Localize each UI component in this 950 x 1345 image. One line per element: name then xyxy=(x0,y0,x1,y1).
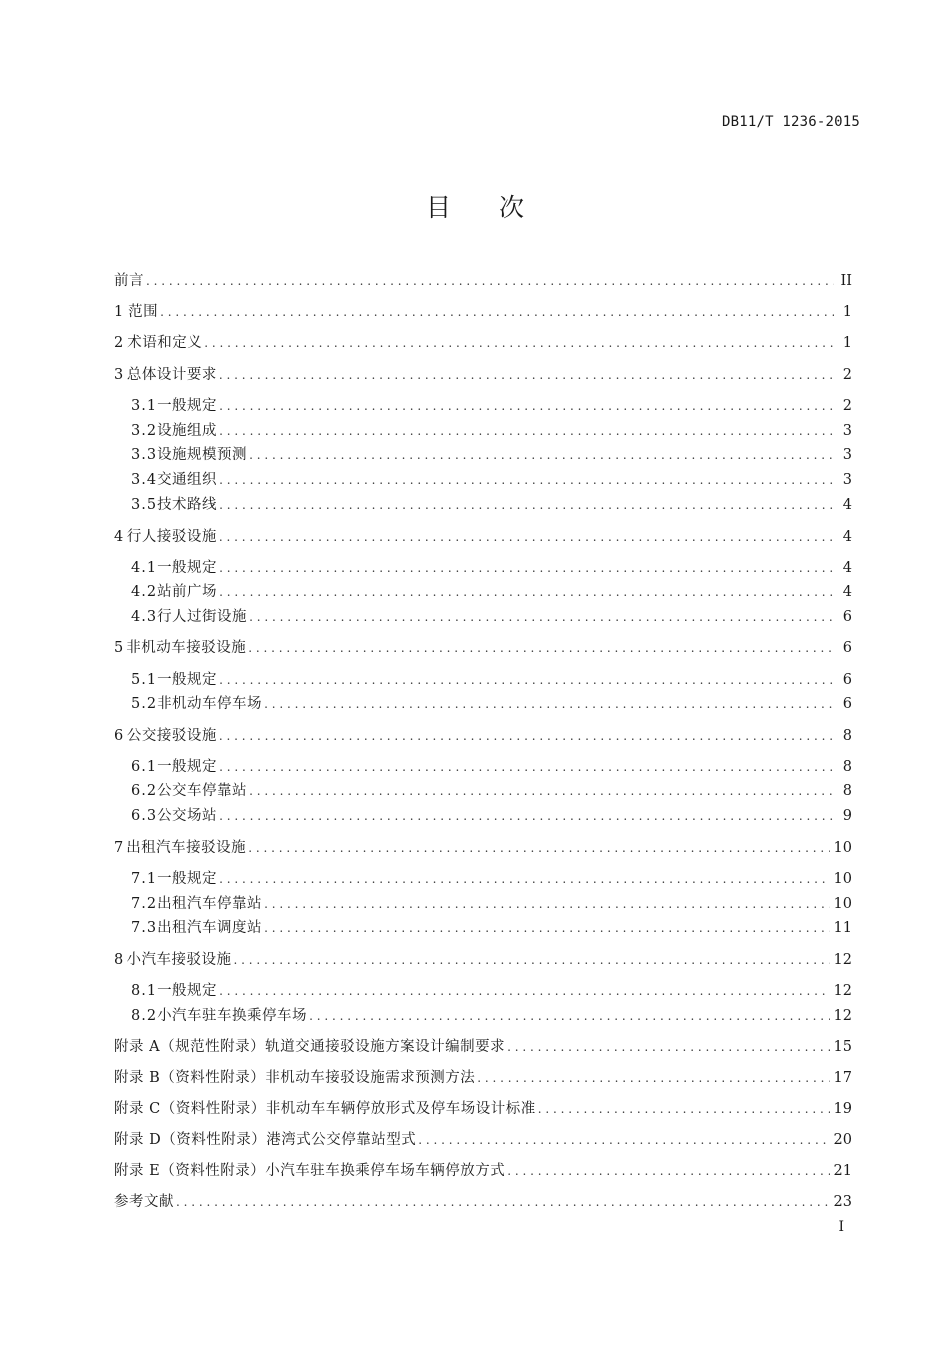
toc-leader-dots xyxy=(219,469,834,491)
toc-entry-title: 一般规定 xyxy=(157,672,218,688)
toc-entry-page: 6 xyxy=(842,640,852,656)
toc-entry[interactable] xyxy=(131,444,852,466)
toc-entry-page: 4 xyxy=(842,584,852,600)
toc-entry[interactable] xyxy=(114,837,852,859)
toc-entry-title: 公交场站 xyxy=(157,808,218,824)
toc-entry-page: 11 xyxy=(833,920,852,936)
toc-entry-title: 设施组成 xyxy=(157,423,218,439)
toc-entry-number: 8.2 xyxy=(131,1008,158,1024)
toc-entry-title: 小汽车接驳设施 xyxy=(126,952,232,968)
toc-entry-page: 8 xyxy=(842,783,852,799)
toc-entry-number: 8.1 xyxy=(131,983,158,999)
toc-entry[interactable] xyxy=(131,805,852,827)
toc-entry[interactable] xyxy=(114,332,852,354)
page-number: I xyxy=(838,1219,844,1235)
toc-entry-title: 站前广场 xyxy=(157,584,218,600)
toc-leader-dots xyxy=(219,669,834,691)
toc-entry-title: 一般规定 xyxy=(157,759,218,775)
toc-entry-title: 一般规定 xyxy=(157,983,218,999)
toc-leader-dots xyxy=(160,301,834,323)
toc-leader-dots xyxy=(219,557,834,579)
toc-leader-dots xyxy=(219,395,834,417)
toc-leader-dots xyxy=(219,494,834,516)
toc-entry-number: 7 xyxy=(114,840,124,856)
toc-entry-title: 非机动车车辆停放形式及停车场设计标准 xyxy=(265,1101,536,1117)
toc-leader-dots xyxy=(264,893,829,915)
toc-entry[interactable] xyxy=(131,893,852,915)
toc-entry-number: 7.3 xyxy=(131,920,158,936)
toc-entry[interactable] xyxy=(131,469,852,491)
toc-leader-dots xyxy=(219,805,834,827)
toc-leader-dots xyxy=(248,637,834,659)
toc-entry-title: 轨道交通接驳设施方案设计编制要求 xyxy=(265,1039,506,1055)
toc-entry-page: 8 xyxy=(842,759,852,775)
toc-entry[interactable] xyxy=(131,980,852,1002)
toc-entry-number: 7.1 xyxy=(131,871,158,887)
toc-entry[interactable] xyxy=(131,693,852,715)
toc-entry-page: 20 xyxy=(833,1132,852,1148)
toc-entry[interactable] xyxy=(114,1036,852,1058)
toc-entry-title: 技术路线 xyxy=(157,497,218,513)
toc-entry-page: 17 xyxy=(833,1070,852,1086)
toc-entry-page: 6 xyxy=(842,609,852,625)
toc-entry[interactable] xyxy=(131,557,852,579)
toc-entry-number: 3.1 xyxy=(131,398,158,414)
toc-leader-dots xyxy=(507,1036,829,1058)
toc-entry-page: II xyxy=(840,273,852,289)
toc-entry-page: 12 xyxy=(833,952,852,968)
toc-leader-dots xyxy=(219,756,834,778)
toc-entry-title: 小汽车驻车换乘停车场 xyxy=(157,1008,308,1024)
toc-entry[interactable] xyxy=(114,1067,852,1089)
document-code: DB11/T 1236-2015 xyxy=(721,114,860,130)
toc-entry[interactable] xyxy=(131,606,852,628)
toc-entry-number: 5 xyxy=(114,640,124,656)
toc-entry[interactable] xyxy=(114,1160,852,1182)
toc-leader-dots xyxy=(204,332,834,354)
toc-entry-number: 7.2 xyxy=(131,896,158,912)
toc-leader-dots xyxy=(477,1067,829,1089)
toc-leader-dots xyxy=(219,725,834,747)
toc-leader-dots xyxy=(264,693,834,715)
toc-entry-title: 小汽车驻车换乘停车场车辆停放方式 xyxy=(265,1163,506,1179)
title-char-2: 次 xyxy=(499,193,525,222)
toc-leader-dots xyxy=(176,1191,830,1213)
toc-entry-title: 出租汽车调度站 xyxy=(157,920,263,936)
toc-entry[interactable] xyxy=(131,917,852,939)
toc-entry-number: 5.2 xyxy=(131,696,158,712)
toc-entry[interactable] xyxy=(114,637,852,659)
toc-entry-title: 港湾式公交停靠站型式 xyxy=(266,1132,417,1148)
toc-entry-title: 非机动车接驳设施需求预测方法 xyxy=(265,1070,476,1086)
toc-entry-number: 3.3 xyxy=(131,447,158,463)
toc-entry-page: 8 xyxy=(842,728,852,744)
toc-entry[interactable] xyxy=(114,725,852,747)
toc-entry-page: 15 xyxy=(833,1039,852,1055)
toc-leader-dots xyxy=(219,980,829,1002)
toc-entry[interactable] xyxy=(114,1098,852,1120)
toc-entry-page: 1 xyxy=(842,304,852,320)
toc-leader-dots xyxy=(249,444,834,466)
toc-entry-number: 3.2 xyxy=(131,423,158,439)
toc-entry[interactable] xyxy=(131,756,852,778)
toc-entry-title: 参考文献 xyxy=(114,1194,174,1210)
toc-leader-dots xyxy=(219,868,829,890)
toc-leader-dots xyxy=(234,949,830,971)
toc-entry[interactable] xyxy=(131,420,852,442)
toc-entry-number: 3 xyxy=(114,367,124,383)
toc-entry-page: 4 xyxy=(842,560,852,576)
toc-leader-dots xyxy=(249,606,834,628)
toc-entry-page: 10 xyxy=(833,871,852,887)
toc-entry-number: 6 xyxy=(114,728,124,744)
toc-entry-page: 6 xyxy=(842,672,852,688)
toc-entry-page: 1 xyxy=(842,335,852,351)
toc-entry-page: 4 xyxy=(842,497,852,513)
toc-entry-title: 范围 xyxy=(128,304,159,320)
toc-entry-page: 19 xyxy=(833,1101,852,1117)
toc-leader-dots xyxy=(219,364,834,386)
toc-entry-page: 3 xyxy=(842,423,852,439)
toc-entry-number: 附录 C（资料性附录） xyxy=(114,1101,266,1117)
toc-entry-title: 一般规定 xyxy=(157,871,218,887)
toc-entry-page: 23 xyxy=(833,1194,852,1210)
toc-entry[interactable] xyxy=(114,949,852,971)
toc-entry-number: 附录 A（规范性附录） xyxy=(114,1039,266,1055)
toc-entry-number: 5.1 xyxy=(131,672,158,688)
page-title xyxy=(0,188,950,224)
toc-entry-title: 公交车停靠站 xyxy=(157,783,248,799)
toc-entry[interactable] xyxy=(114,270,852,292)
toc-entry-page: 3 xyxy=(842,447,852,463)
toc-leader-dots xyxy=(249,780,834,802)
toc-leader-dots xyxy=(264,917,829,939)
toc-entry-number: 4.2 xyxy=(131,584,158,600)
toc-leader-dots xyxy=(219,526,834,548)
toc-entry-number: 3.4 xyxy=(131,472,158,488)
toc-entry[interactable] xyxy=(131,395,852,417)
toc-leader-dots xyxy=(418,1129,829,1151)
toc-entry[interactable] xyxy=(131,494,852,516)
toc-entry[interactable] xyxy=(131,669,852,691)
toc-entry-number: 附录 B（资料性附录） xyxy=(114,1070,266,1086)
toc-entry-page: 12 xyxy=(833,983,852,999)
toc-entry-title: 设施规模预测 xyxy=(157,447,248,463)
toc-entry-title: 前言 xyxy=(114,273,144,289)
toc-entry-title: 非机动车接驳设施 xyxy=(126,640,247,656)
toc-entry-page: 9 xyxy=(842,808,852,824)
toc-entry[interactable] xyxy=(114,301,852,323)
toc-entry-number: 1 xyxy=(114,304,124,320)
toc-entry-page: 10 xyxy=(833,840,852,856)
toc-entry[interactable] xyxy=(114,526,852,548)
toc-entry-title: 出租汽车接驳设施 xyxy=(126,840,247,856)
toc-leader-dots xyxy=(507,1160,829,1182)
toc-entry-number: 6.3 xyxy=(131,808,158,824)
toc-entry-number: 6.2 xyxy=(131,783,158,799)
toc-entry-number: 8 xyxy=(114,952,124,968)
toc-entry-title: 一般规定 xyxy=(157,398,218,414)
toc-entry-number: 2 xyxy=(114,335,124,351)
toc-leader-dots xyxy=(219,420,834,442)
toc-entry-number: 4.3 xyxy=(131,609,158,625)
toc-entry-title: 行人过街设施 xyxy=(157,609,248,625)
toc-entry[interactable] xyxy=(131,581,852,603)
toc-entry-page: 6 xyxy=(842,696,852,712)
toc-entry-page: 10 xyxy=(833,896,852,912)
toc-leader-dots xyxy=(309,1005,829,1027)
toc-leader-dots xyxy=(146,270,834,292)
toc-entry-title: 一般规定 xyxy=(157,560,218,576)
toc-entry[interactable] xyxy=(131,1005,852,1027)
toc-entry-title: 交通组织 xyxy=(157,472,218,488)
toc-entry[interactable] xyxy=(114,1129,852,1151)
toc-entry-number: 6.1 xyxy=(131,759,158,775)
toc-leader-dots xyxy=(219,581,834,603)
toc-leader-dots xyxy=(248,837,829,859)
toc-entry-number: 附录 D（资料性附录） xyxy=(114,1132,267,1148)
toc-leader-dots xyxy=(538,1098,830,1120)
toc-entry-title: 出租汽车停靠站 xyxy=(157,896,263,912)
toc-entry-page: 21 xyxy=(833,1163,852,1179)
toc-entry[interactable] xyxy=(114,364,852,386)
toc-entry-number: 附录 E（资料性附录） xyxy=(114,1163,266,1179)
toc-entry-title: 总体设计要求 xyxy=(126,367,217,383)
toc-entry-number: 4.1 xyxy=(131,560,158,576)
toc-entry-page: 3 xyxy=(842,472,852,488)
toc-entry-title: 术语和定义 xyxy=(127,335,203,351)
toc-entry-title: 公交接驳设施 xyxy=(126,728,217,744)
toc-entry[interactable] xyxy=(114,1191,852,1213)
toc-entry-page: 12 xyxy=(833,1008,852,1024)
toc-entry-page: 2 xyxy=(842,398,852,414)
toc-entry-page: 2 xyxy=(842,367,852,383)
toc-entry-page: 4 xyxy=(842,529,852,545)
toc-entry-title: 非机动车停车场 xyxy=(157,696,263,712)
toc-entry-number: 4 xyxy=(114,529,124,545)
title-char-1: 目 xyxy=(425,193,451,222)
toc-entry[interactable] xyxy=(131,780,852,802)
toc-entry-number: 3.5 xyxy=(131,497,158,513)
toc-entry-title: 行人接驳设施 xyxy=(126,529,217,545)
toc-entry[interactable] xyxy=(131,868,852,890)
